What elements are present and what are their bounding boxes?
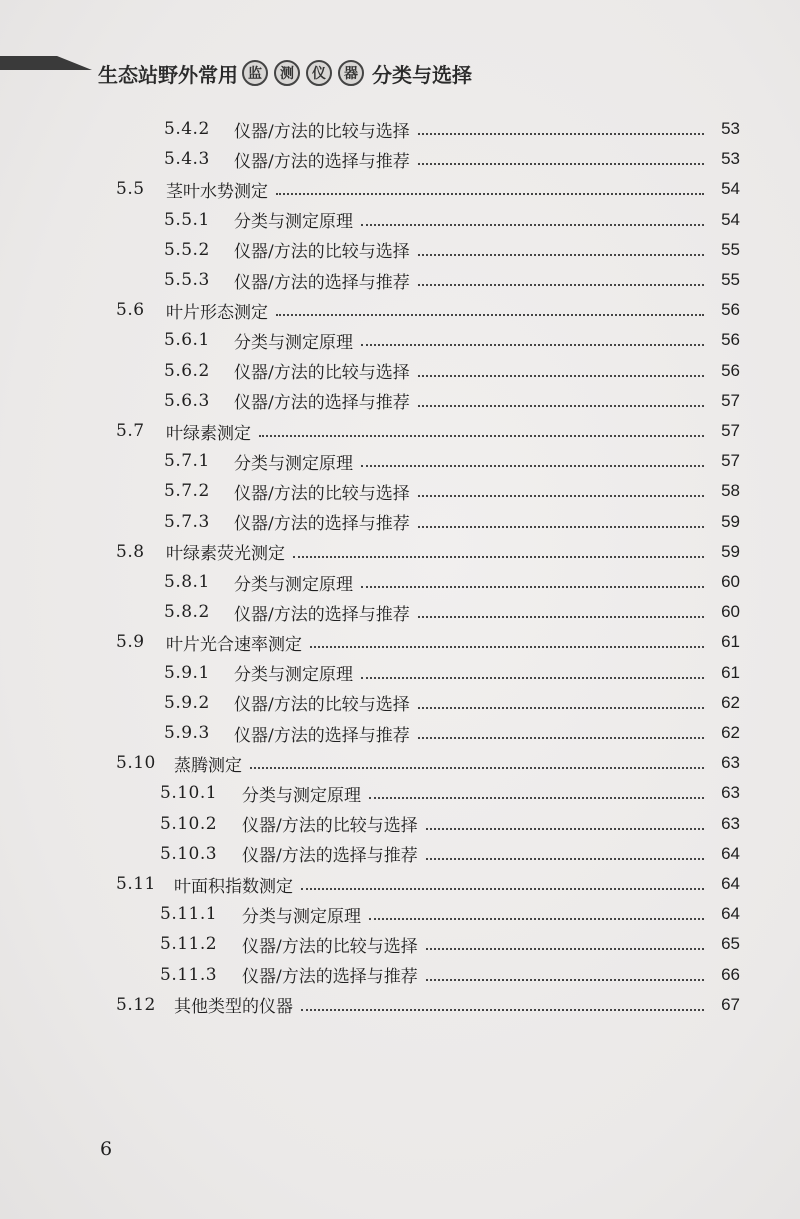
dot-leader <box>418 405 704 407</box>
toc-entry-title: 蒸腾测定 <box>174 755 242 776</box>
toc-entry-number: 5.7.1 <box>164 451 210 472</box>
toc-entry-title: 仪器/方法的选择与推荐 <box>234 725 410 746</box>
toc-entry-number: 5.4.2 <box>164 119 210 139</box>
toc-subsection-entry[interactable] <box>164 235 740 265</box>
toc-entry-title: 分类与测定原理 <box>234 453 353 474</box>
toc-entry-number: 5.6.3 <box>164 390 210 411</box>
toc-subsection-entry[interactable] <box>160 929 740 959</box>
book-title-prefix: 生态站野外常用 <box>98 62 238 87</box>
dot-leader <box>369 797 704 799</box>
toc-subsection-entry[interactable] <box>164 567 740 597</box>
dot-leader <box>418 254 704 256</box>
toc-subsection-entry[interactable] <box>164 507 740 537</box>
toc-entry-number: 5.4.3 <box>164 149 210 170</box>
toc-entry-number: 5.8 <box>116 541 145 562</box>
toc-entry-page: 55 <box>721 239 740 259</box>
toc-entry-number: 5.8.2 <box>164 602 210 623</box>
toc-entry-number: 5.7.2 <box>164 481 210 502</box>
toc-entry-title: 叶片形态测定 <box>166 302 268 323</box>
dot-leader <box>259 435 704 437</box>
dot-leader <box>418 707 704 709</box>
toc-entry-page: 58 <box>721 481 740 501</box>
toc-section-entry[interactable] <box>116 990 740 1020</box>
toc-entry-number: 5.9.2 <box>164 692 210 713</box>
toc-entry-page: 64 <box>721 843 740 863</box>
toc-entry-title: 仪器/方法的选择与推荐 <box>234 514 410 535</box>
dot-leader <box>426 979 704 981</box>
toc-entry-page: 54 <box>721 209 740 229</box>
toc-section-entry[interactable] <box>116 416 740 446</box>
toc-section-entry[interactable] <box>116 748 740 778</box>
toc-subsection-entry[interactable] <box>160 809 740 839</box>
toc-entry-title: 分类与测定原理 <box>234 212 353 233</box>
toc-entry-number: 5.10.3 <box>160 843 218 864</box>
dot-leader <box>369 918 704 920</box>
toc-entry-page: 65 <box>721 934 740 954</box>
toc-section-entry[interactable] <box>116 627 740 657</box>
toc-entry-page: 59 <box>721 511 740 531</box>
dot-leader <box>418 375 704 377</box>
toc-entry-page: 59 <box>721 541 740 561</box>
toc-entry-page: 61 <box>721 632 740 652</box>
toc-entry-number: 5.10 <box>116 753 156 774</box>
toc-entry-page: 57 <box>721 421 740 440</box>
toc-entry-title: 茎叶水势测定 <box>166 181 268 202</box>
dot-leader <box>250 767 704 769</box>
toc-entry-number: 5.6.2 <box>164 360 210 381</box>
toc-entry-title: 仪器/方法的比较与选择 <box>242 936 418 957</box>
dot-leader <box>418 526 704 528</box>
toc-entry-title: 叶绿素荧光测定 <box>166 544 285 565</box>
dot-leader <box>276 193 704 195</box>
toc-entry-number: 5.10.2 <box>160 813 218 834</box>
toc-entry-page: 63 <box>721 783 740 803</box>
toc-entry-page: 66 <box>721 964 740 984</box>
seal-char-4: 器 <box>338 60 364 86</box>
toc-entry-page: 53 <box>721 149 740 169</box>
toc-subsection-entry[interactable] <box>164 144 740 174</box>
toc-entry-number: 5.5 <box>116 179 145 200</box>
toc-entry-page: 61 <box>721 662 740 682</box>
toc-subsection-entry[interactable] <box>164 265 740 295</box>
toc-entry-title: 其他类型的仪器 <box>174 997 293 1018</box>
toc-entry-number: 5.9.3 <box>164 723 210 743</box>
toc-entry-number: 5.11.1 <box>160 904 218 925</box>
toc-entry-number: 5.10.1 <box>160 783 218 804</box>
toc-entry-number: 5.7.3 <box>164 511 210 532</box>
dot-leader <box>361 677 704 679</box>
toc-entry-title: 分类与测定原理 <box>234 574 353 595</box>
toc-entry-page: 67 <box>721 994 740 1014</box>
toc-entry-number: 5.11.2 <box>160 934 218 955</box>
dot-leader <box>361 224 704 226</box>
dot-leader <box>418 284 704 286</box>
dot-leader <box>418 616 704 618</box>
toc-entry-number: 5.11.3 <box>160 964 218 985</box>
toc-subsection-entry[interactable] <box>164 476 740 506</box>
toc-entry-page: 56 <box>721 360 740 380</box>
toc-entry-page: 53 <box>721 119 740 138</box>
toc-entry-title: 仪器/方法的比较与选择 <box>234 695 410 716</box>
toc-entry-number: 5.6.1 <box>164 330 210 351</box>
toc-entry-title: 仪器/方法的比较与选择 <box>234 363 410 384</box>
toc-entry-title: 仪器/方法的选择与推荐 <box>242 846 418 867</box>
dot-leader <box>418 495 704 497</box>
toc-entry-page: 55 <box>721 270 740 289</box>
toc-subsection-entry[interactable] <box>164 718 740 748</box>
toc-entry-number: 5.7 <box>116 421 145 441</box>
toc-entry-title: 分类与测定原理 <box>234 665 353 686</box>
toc-subsection-entry[interactable] <box>164 386 740 416</box>
toc-entry-page: 63 <box>721 753 740 773</box>
toc-entry-page: 62 <box>721 723 740 742</box>
header-decor-bar <box>0 56 92 70</box>
toc-subsection-entry[interactable] <box>160 960 740 990</box>
toc-entry-title: 仪器/方法的比较与选择 <box>234 242 410 263</box>
toc-subsection-entry[interactable] <box>164 688 740 718</box>
toc-entry-number: 5.8.1 <box>164 572 210 592</box>
book-title <box>98 58 472 88</box>
toc-entry-title: 叶绿素测定 <box>166 423 251 444</box>
seal-char-3: 仪 <box>306 60 332 86</box>
toc-subsection-entry[interactable] <box>160 839 740 869</box>
dot-leader <box>361 344 704 346</box>
dot-leader <box>293 556 704 558</box>
toc-subsection-entry[interactable] <box>164 356 740 386</box>
toc-entry-number: 5.9 <box>116 632 145 653</box>
toc-entry-number: 5.5.2 <box>164 239 210 260</box>
running-header <box>0 44 800 94</box>
toc-entry-number: 5.6 <box>116 300 145 321</box>
toc-entry-page: 60 <box>721 572 740 591</box>
toc-entry-page: 54 <box>721 179 740 199</box>
toc-entry-title: 仪器/方法的选择与推荐 <box>234 393 410 414</box>
book-title-suffix: 分类与选择 <box>372 62 472 87</box>
toc-entry-title: 分类与测定原理 <box>242 785 361 806</box>
dot-leader <box>361 465 704 467</box>
toc-subsection-entry[interactable] <box>164 597 740 627</box>
toc-entry-title: 仪器/方法的选择与推荐 <box>234 272 410 293</box>
toc-entry-page: 57 <box>721 390 740 410</box>
toc-section-entry[interactable] <box>116 869 740 899</box>
toc-entry-title: 仪器/方法的选择与推荐 <box>234 604 410 625</box>
toc-subsection-entry[interactable] <box>160 899 740 929</box>
toc-entry-number: 5.11 <box>116 874 156 894</box>
dot-leader <box>301 888 704 890</box>
dot-leader <box>361 586 704 588</box>
dot-leader <box>426 828 704 830</box>
dot-leader <box>418 163 704 165</box>
toc-entry-page: 56 <box>721 300 740 320</box>
toc-entry-page: 64 <box>721 874 740 893</box>
toc-entry-title: 叶片光合速率测定 <box>166 634 302 655</box>
toc-entry-title: 仪器/方法的选择与推荐 <box>242 967 418 988</box>
toc-entry-page: 60 <box>721 602 740 622</box>
toc-entry-number: 5.9.1 <box>164 662 210 683</box>
toc-entry-number: 5.5.1 <box>164 209 210 230</box>
toc-section-entry[interactable] <box>116 174 740 204</box>
toc-subsection-entry[interactable] <box>160 778 740 808</box>
page-number: 6 <box>100 1138 113 1160</box>
toc-entry-number: 5.12 <box>116 994 156 1015</box>
toc-entry-title: 仪器/方法的选择与推荐 <box>234 151 410 172</box>
dot-leader <box>276 314 704 316</box>
seal-char-2: 测 <box>274 60 300 86</box>
toc-section-entry[interactable] <box>116 295 740 325</box>
dot-leader <box>426 858 704 860</box>
toc-entry-page: 57 <box>721 451 740 471</box>
seal-char-1: 监 <box>242 60 268 86</box>
toc-entry-title: 分类与测定原理 <box>242 906 361 927</box>
dot-leader <box>310 646 704 648</box>
toc-subsection-entry[interactable] <box>164 114 740 144</box>
toc-entry-title: 仪器/方法的比较与选择 <box>234 121 410 142</box>
toc-entry-page: 63 <box>721 813 740 833</box>
dot-leader <box>301 1009 704 1011</box>
toc-subsection-entry[interactable] <box>164 205 740 235</box>
toc-entry-title: 仪器/方法的比较与选择 <box>234 483 410 504</box>
toc-subsection-entry[interactable] <box>164 325 740 355</box>
toc-entry-page: 62 <box>721 692 740 712</box>
toc-subsection-entry[interactable] <box>164 658 740 688</box>
toc-entry-title: 分类与测定原理 <box>234 332 353 353</box>
dot-leader <box>418 737 704 739</box>
toc-section-entry[interactable] <box>116 537 740 567</box>
toc-entry-title: 叶面积指数测定 <box>174 876 293 897</box>
toc-entry-title: 仪器/方法的比较与选择 <box>242 816 418 837</box>
dot-leader <box>426 948 704 950</box>
toc-subsection-entry[interactable] <box>164 446 740 476</box>
toc-entry-number: 5.5.3 <box>164 270 210 290</box>
toc-entry-page: 56 <box>721 330 740 350</box>
dot-leader <box>418 133 704 135</box>
toc-entry-page: 64 <box>721 904 740 924</box>
